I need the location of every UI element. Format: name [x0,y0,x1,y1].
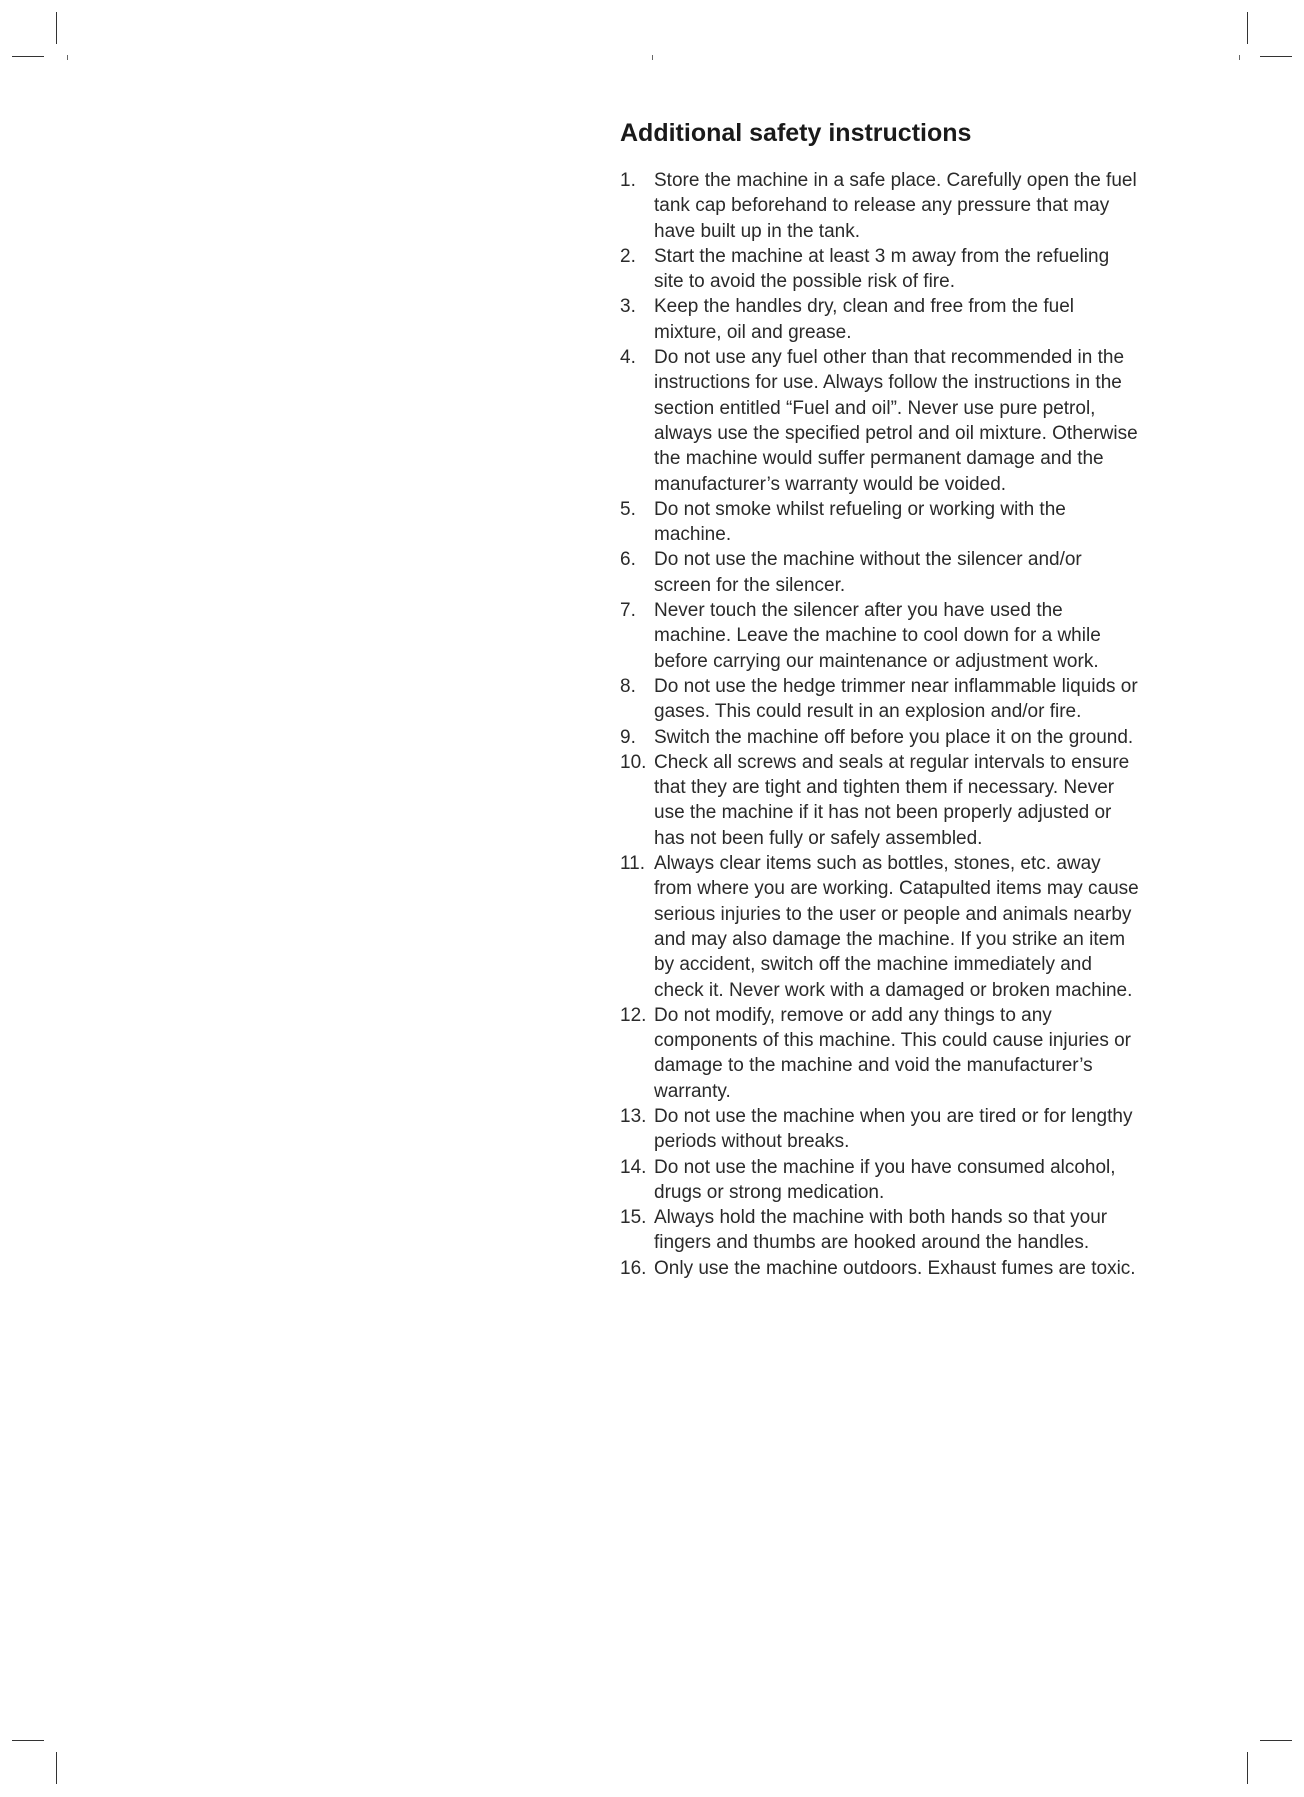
instruction-text: Do not use the machine without the silencer and/or screen for the silencer. [654,549,1082,596]
crop-mark-bottom-right-vertical [1247,1752,1248,1784]
instruction-text: Do not use the hedge trimmer near inflammable liquids or gases. This could result in an explosion and/or fire. [654,675,1138,723]
crop-mark-top-right-horizontal [1260,56,1292,57]
crop-mark-top-left-vertical [56,12,57,44]
crop-mark-bottom-right-horizontal [1260,1740,1292,1741]
instruction-text: Do not smoke whilst refueling or working with the machine. [654,498,1066,546]
instruction-text: Switch the machine off before you place it on the ground. [654,726,1134,748]
section-title: Additional safety instructions [620,119,972,147]
instruction-number: 1. [620,170,636,191]
instruction-text: Do not use the machine when you are tired or for lengthy periods without breaks. [654,1105,1133,1153]
instruction-text: Do not modify, remove or add any things to any components of this machine. This could cause injuries or damage to the machine and void the manufacturer’s warranty. [654,1004,1132,1102]
instruction-text: Do not use the machine if you have consumed alcohol, drugs or strong medication. [654,1156,1116,1203]
instruction-item [620,1256,1140,1281]
crop-mark-top-center-tick [652,55,653,60]
crop-mark-bottom-left-vertical [56,1752,57,1784]
instruction-item [620,168,1140,244]
instruction-number: 2. [620,245,636,267]
instruction-item [620,244,1140,295]
instruction-text: Do not use any fuel other than that recommended in the instructions for use. Always follow the instructions in the section entitled “Fuel and oil”. Never use pure petrol, always use the specified petrol and oil mixture. Otherwise the machine would suffer permanent damage and the manufacturer’s warranty would be voided. [654,347,1138,495]
instruction-item [620,547,1140,598]
instruction-text: Start the machine at least 3 m away from the refueling site to avoid the possible risk of fire. [654,245,1110,293]
instruction-number: 13. [620,1105,647,1127]
instruction-number: 7. [620,600,636,622]
crop-mark-bottom-left-horizontal [12,1740,44,1741]
crop-mark-top-left-horizontal [12,56,44,57]
instruction-number: 4. [620,347,636,369]
instruction-number: 8. [620,675,636,697]
instruction-text: Always clear items such as bottles, stones, etc. away from where you are working. Catapulted items may cause serious injuries to the user or people and animals nearby and may also damage the machine. If you strike an item by accident, switch off the machine immediately and check it. Never work with a damaged or broken machine. [654,853,1139,1001]
safety-instructions-section [620,118,1140,1281]
instruction-number: 11. [620,853,646,875]
instruction-item [620,1003,1140,1104]
instruction-number: 6. [620,549,636,571]
crop-mark-top-right-tick [1239,55,1240,60]
instruction-text: Only use the machine outdoors. Exhaust fumes are toxic. [654,1257,1136,1279]
instruction-number: 15. [620,1207,647,1229]
instruction-item [620,294,1140,345]
instruction-number: 14. [620,1156,647,1178]
crop-mark-top-right-vertical [1247,12,1248,44]
instruction-item [620,1155,1140,1206]
instruction-item [620,345,1140,497]
instruction-number: 5. [620,498,636,520]
instruction-item [620,497,1140,548]
instruction-number: 9. [620,726,636,748]
crop-mark-top-left-tick [67,55,68,60]
instruction-number: 10. [620,751,647,773]
instruction-item [620,1205,1140,1256]
instruction-item [620,1104,1140,1155]
instruction-item [620,750,1140,851]
instructions-list [620,168,1140,1281]
instruction-item [620,598,1140,674]
instruction-number: 16. [620,1257,647,1279]
instruction-item [620,851,1140,1003]
instruction-item [620,674,1140,725]
instruction-item [620,725,1140,750]
instruction-text: Check all screws and seals at regular intervals to ensure that they are tight and tighten them if necessary. Never use the machine if it has not been properly adjusted or has not been fully or safely assembled. [654,751,1130,849]
instruction-number: 3. [620,296,636,318]
instruction-text: Always hold the machine with both hands so that your fingers and thumbs are hooked around the handles. [654,1207,1108,1254]
instruction-text: Never touch the silencer after you have used the machine. Leave the machine to cool down for a while before carrying our maintenance or adjustment work. [654,600,1101,672]
instruction-text: Keep the handles dry, clean and free from the fuel mixture, oil and grease. [654,296,1075,343]
instruction-number: 12. [620,1004,647,1026]
instruction-text: Store the machine in a safe place. Carefully open the fuel tank cap beforehand to release any pressure that may have built up in the tank. [654,170,1137,242]
